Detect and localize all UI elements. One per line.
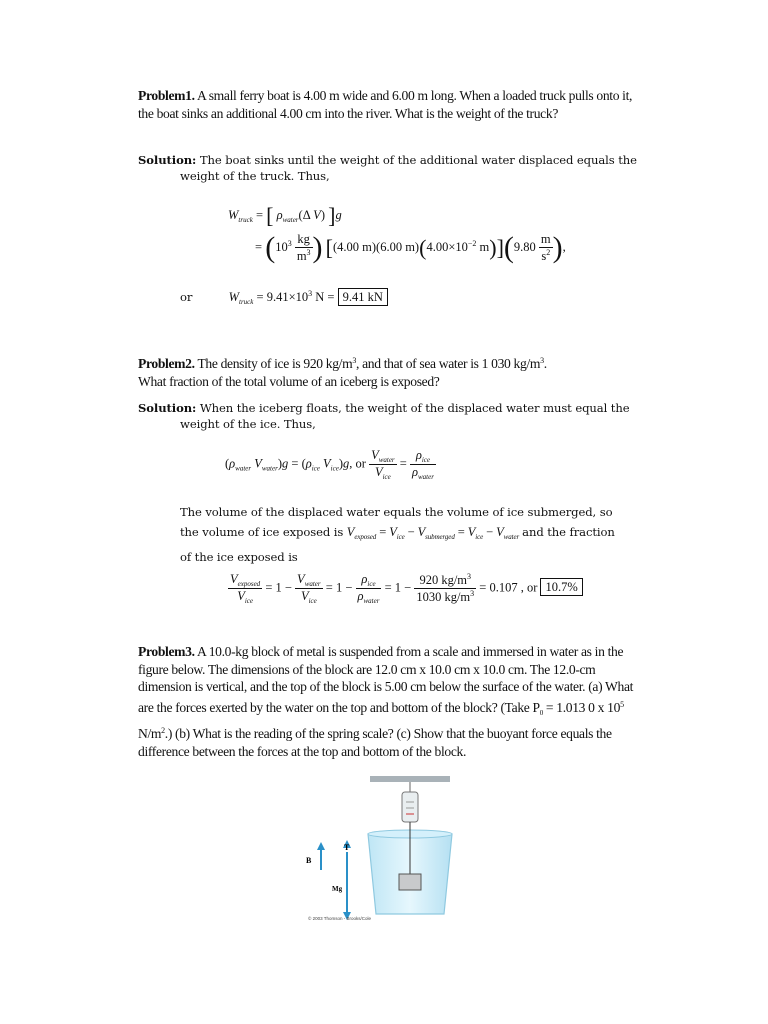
metal-block: [399, 874, 421, 890]
problem-2-text: What fraction of the total volume of an iceberg is exposed?: [138, 373, 440, 389]
label-B: B: [306, 856, 312, 865]
problem-3-text: A 10.0-kg block of metal is suspended from a scale and immersed in water as in the figure below. The dimensions of the block are 12.0 cm x 10.0 cm x 10.0 cm. The 12.0-cm dimension is vertical, and the top of the block is 5.00 cm below the surface of the water. (a) What are the forces exerted by the water on the top and bottom of the block? (Take P: [138, 644, 634, 715]
solution-text: weight of the truck. Thus,: [180, 169, 330, 183]
solution-text: The boat sinks until the weight of the additional water displaced equals the: [199, 153, 637, 167]
problem-3-statement: Problem3. A 10.0-kg block of metal is suspended from a scale and immersed in water as in the figure below. The dimensions of the block are 12.0 cm x 10.0 cm x 10.0 cm. The 12.0-cm dimension is vertical, and the top of the block is 5.00 cm below the surface of the water. (a) What are the forces exerted by the water on the top and bottom of the block? (Take $P_0 = 1.013$ 0 x $10^5$ $N/m^2$.) (b) What is the reading of the spring scale? (c) Show that the buoyant force equals the difference between the forces at the top and bottom of the block.: [138, 644, 634, 759]
figure-credit: © 2003 Thomson - Brooks/Cole: [308, 916, 372, 921]
problem-3-label: Problem3.: [138, 644, 195, 659]
problem-1-text: A small ferry boat is 4.00 m wide and 6.00 m long. When a loaded truck pulls onto it, the boat sinks an additional 4.00 cm into the river. What is the weight of the truck?: [138, 88, 633, 121]
equation-truck-weight: $W_{truck}$ = [ $\rho_{water}(\Delta$ V) ]g: [228, 203, 342, 228]
problem-1-label: Problem1.: [138, 88, 195, 103]
problem-2-text: The density of ice is 920 kg/m: [197, 356, 353, 371]
spring-scale-figure: [300, 774, 460, 924]
problem-2-paragraph: The volume of the displaced water equals the volume of ice submerged, so the volume of ice exposed is $V_{exposed} = V_{ice} - V_{submerged} = V_{ice} - V_{water}$ and the fraction of the ice exposed is: [180, 504, 640, 565]
problem-2-statement: Problem2. The density of ice is 920 $kg/m^3$, and that of sea water is 1 030 $kg/m^3$. What fraction of the total volume of an iceberg is exposed?: [138, 352, 638, 390]
paragraph-text: and the fraction: [522, 525, 615, 539]
support-bar: [370, 776, 450, 782]
label-T: T: [344, 843, 350, 852]
problem-2-text: .: [543, 356, 547, 371]
paragraph-text: of the ice exposed is: [180, 550, 298, 564]
equation-floating-balance: ($\rho_{water}$ $V_{water})g = (\rho_{ice}$ $V_{ice})g$, or $\frac{V_{water}}{V_{ice}}$ = $\frac{\rho_{ice}}{\rho_{water}}$: [225, 448, 434, 481]
problem-3-text: .) (b) What is the reading of the spring scale? (c) Show that the buoyant force equals the difference between the forces at the top and bottom of the block.: [138, 726, 612, 759]
answer-box: 9.41 kN: [338, 288, 388, 306]
problem-2-text: , and that of sea water is 1 030 kg/m: [355, 356, 541, 371]
paragraph-text: The volume of the displaced water equals the volume of ice submerged, so: [180, 505, 613, 519]
answer-box: 10.7%: [540, 578, 582, 596]
problem-1-statement: [138, 87, 638, 122]
equation-truck-result: or $W_{truck} = 9.41\times 10^3$ N = 9.41 kN: [180, 289, 388, 306]
paragraph-text: the volume of ice exposed is: [180, 525, 344, 539]
label-Mg: Mg: [332, 885, 343, 893]
solution-text: weight of the ice. Thus,: [180, 417, 316, 431]
equation-truck-substitution: = ($10^3$ $\frac{kg}{m^3}$ ) [(4.00 m)(6.00 $m)(4.00\times 10^{-2}$ m)](9.80 $\frac{m}{s^2}$ ),: [255, 231, 566, 264]
solution-label: Solution:: [138, 153, 197, 167]
problem-2-solution: [138, 400, 638, 432]
equation-fraction-exposed: $\frac{V_{exposed}}{V_{ice}}$ = 1 − $\frac{V_{water}}{V_{ice}}$ = 1 − $\frac{\rho_{ice}}{\rho_{water}}$ = 1 − $\frac{920 kg/m^3}{1030 kg/m^3}$ = 0.107 , or 10.7%: [228, 572, 583, 605]
or-label: or: [180, 290, 193, 304]
problem-1-solution: [138, 152, 638, 184]
problem-2-label: Problem2.: [138, 356, 195, 371]
solution-text: When the iceberg floats, the weight of the displaced water must equal the: [199, 401, 630, 415]
solution-label: Solution:: [138, 401, 197, 415]
spring-scale: [402, 792, 418, 822]
problem-3-text: N/m: [138, 726, 162, 741]
problem-3-text: = 1.013 0 x 10: [542, 699, 621, 715]
